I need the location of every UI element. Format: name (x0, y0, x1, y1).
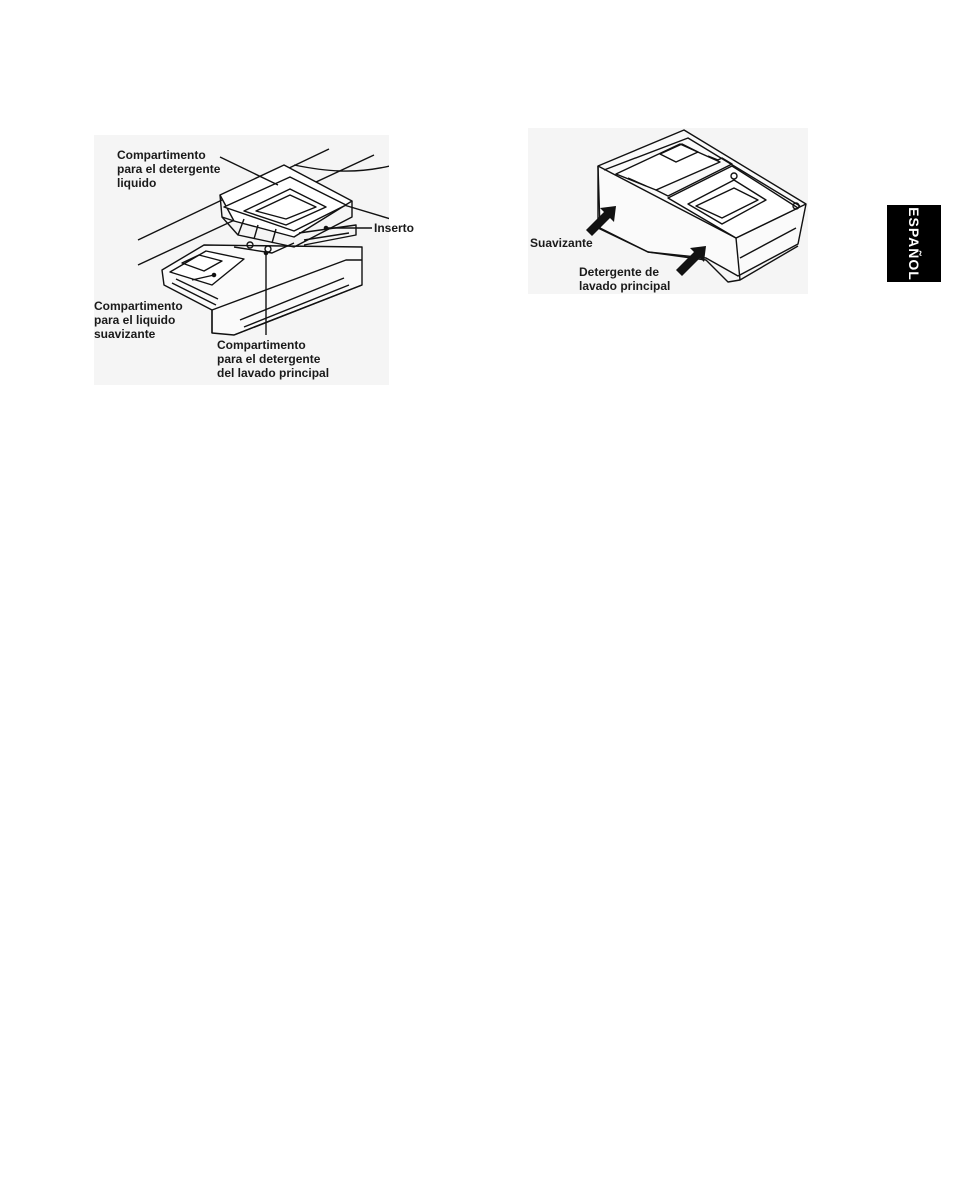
dispenser-diagram-left (94, 135, 415, 385)
label-insert: Inserto (374, 221, 415, 235)
language-tab (887, 205, 941, 282)
label-softener: Suavizante (530, 236, 593, 250)
label-main-wash-detergent: Detergente de lavado principal (579, 265, 671, 293)
label-liquid-detergent-compartment: Compartimento para el detergente liquido (117, 148, 221, 190)
dispenser-diagram-right (528, 128, 808, 294)
language-tab-label: ESPAÑOL (906, 206, 922, 281)
label-main-wash-compartment: Compartimento para el detergente del lavado principal (217, 338, 330, 380)
label-softener-compartment: Compartimento para el liquido suavizante (94, 299, 183, 341)
